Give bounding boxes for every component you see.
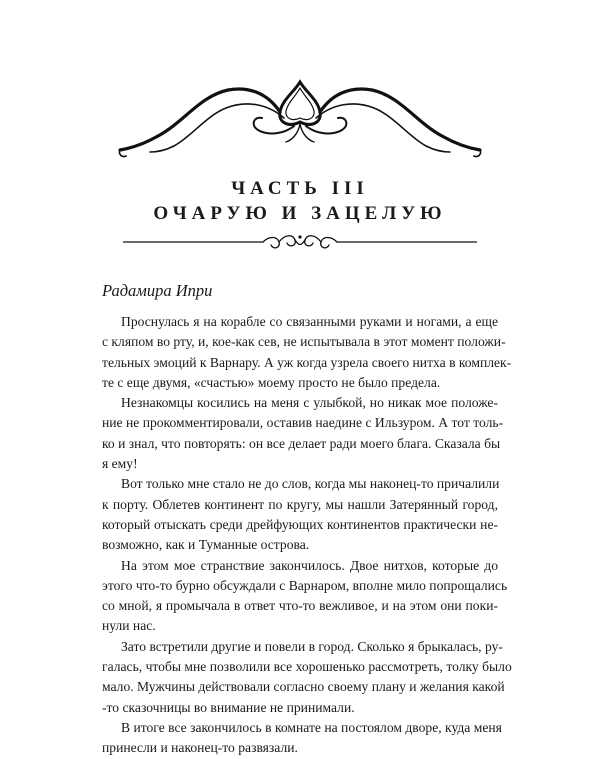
text-line: нули нас. xyxy=(102,618,156,634)
part-title: ОЧАРУЮ И ЗАЦЕЛУЮ xyxy=(153,203,447,224)
text-line: мало. Мужчины действовали согласно своему плану и желания какой xyxy=(102,679,505,695)
text-line: этого что-то бурно обсуждали с Варнаром, вполне мило попрощались xyxy=(102,577,508,593)
divider-ornament-icon xyxy=(123,230,477,254)
text-line: с кляпом во рту, и, кое-как сев, не испытывала в этот момент положи- xyxy=(102,334,506,350)
text-line: Незнакомцы косились на меня с улыбкой, но никак мое положе- xyxy=(121,395,498,411)
text-line: те с еще двумя, «счастью» моему просто не было предела. xyxy=(102,374,441,390)
text-line: ко и знал, что повторять: он все делает ради моего блага. Сказала бы xyxy=(102,435,501,451)
part-label: ЧАСТЬ III xyxy=(231,178,369,199)
text-line: В итоге все закончилось в комнате на постоялом дворе, куда меня xyxy=(121,719,502,735)
text-line: тельных эмоций к Варнару. А уж когда узрела своего нитха в комплек- xyxy=(102,354,512,370)
text-line: к порту. Облетев континент по кругу, мы нашли Затерянный город, xyxy=(102,496,498,512)
text-line: -то сказочницы во внимание не принимали. xyxy=(102,699,355,715)
text-line: я ему! xyxy=(102,456,138,472)
flourish-ornament-icon xyxy=(118,78,482,164)
text-line: возможно, как и Туманные острова. xyxy=(102,537,310,553)
section-author-heading: Радамира Ипри xyxy=(102,281,213,300)
text-line: со мной, я промычала в ответ что-то вежливое, и на этом они поки- xyxy=(102,598,498,614)
text-line: принесли и наконец-то развязали. xyxy=(102,740,298,756)
text-line: Проснулась я на корабле со связанными руками и ногами, а еще xyxy=(121,314,498,329)
text-line: На этом мое странствие закончилось. Двое нитхов, которые до xyxy=(121,557,498,573)
text-line: Зато встретили другие и повели в город. Сколько я брыкалась, ру- xyxy=(121,638,503,654)
text-line: ние не прокомментировали, оставив наедине с Ильзуром. А тот толь- xyxy=(102,415,504,431)
chapter-body-text xyxy=(102,312,512,759)
text-line: галась, чтобы мне позволили все хорошенько рассмотреть, толку было xyxy=(102,659,512,675)
text-line: Вот только мне стало не до слов, когда мы наконец-то причалили xyxy=(121,476,500,492)
text-line: который отыскать среди дрейфующих континентов практически не- xyxy=(102,516,498,532)
